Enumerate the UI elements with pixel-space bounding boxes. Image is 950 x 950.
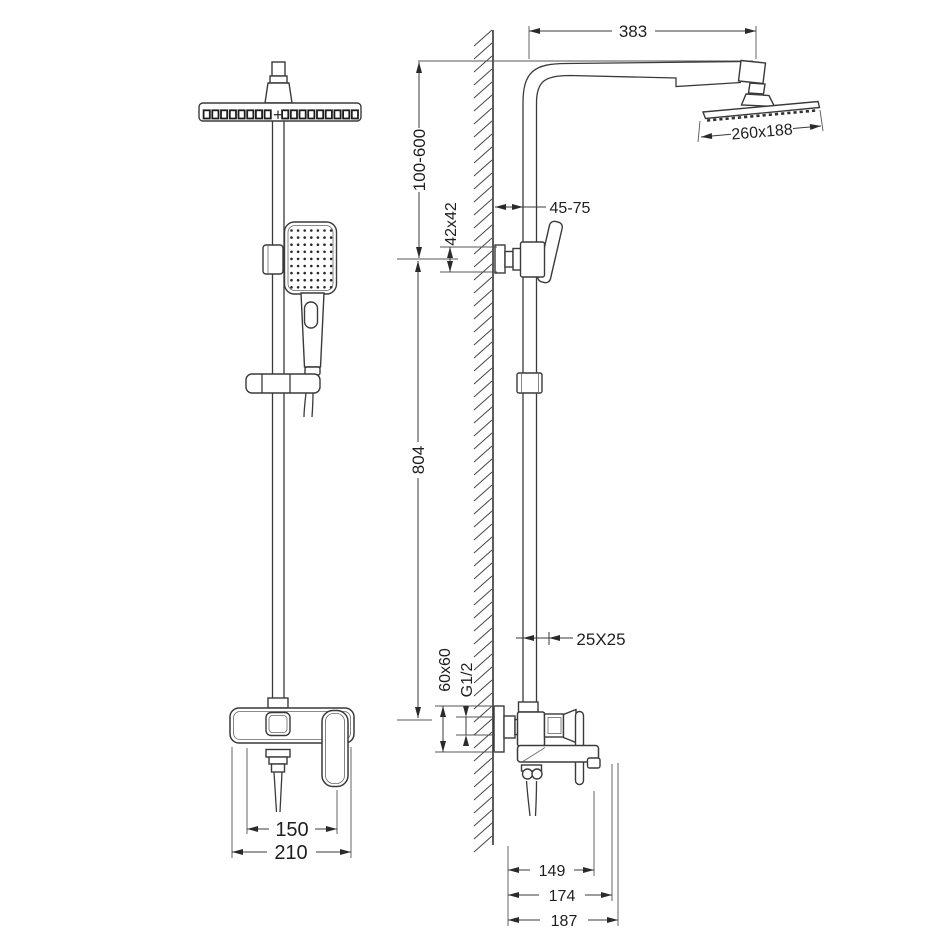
front-handshower-button	[305, 302, 318, 328]
side-head-cone	[742, 94, 775, 107]
side-mixer-body	[518, 712, 545, 746]
front-diverter-ring-2	[269, 757, 287, 764]
front-diverter-ring-1	[266, 750, 290, 758]
ext-g12	[456, 717, 495, 735]
front-mixer-collar	[268, 698, 288, 708]
side-mixer-spout-tip	[588, 758, 601, 768]
dim-arm-reach: 383	[618, 22, 648, 41]
dim-escutcheon-size: 60x60	[437, 648, 454, 692]
dim-thread-size: G1/2	[459, 662, 476, 698]
dim-overall-depth: 187	[550, 913, 578, 930]
wall-hatch	[474, 30, 492, 852]
ext-42x42	[440, 247, 497, 272]
side-union-bracket	[521, 242, 545, 277]
side-mixer-union-nut	[504, 716, 515, 738]
dim-wall-union: 42x42	[443, 202, 460, 246]
dim-rail-length: 804	[409, 445, 428, 475]
dim-head-size: 260x188	[730, 121, 794, 144]
front-mixer-cap	[266, 713, 290, 736]
side-union-escutcheon	[495, 245, 505, 273]
side-mixer-escutcheon	[494, 706, 504, 752]
front-riser-pipe	[273, 121, 285, 709]
side-arm-inner	[537, 76, 742, 104]
side-riser-pipe	[523, 103, 537, 710]
front-slider-bracket	[246, 374, 320, 393]
dim-body-width: 210	[274, 842, 308, 864]
side-union-nut	[505, 252, 513, 268]
dim-spout-reach: 149	[538, 863, 566, 880]
front-mixer-hose	[274, 772, 282, 812]
side-arm-endcap	[739, 61, 766, 84]
front-diverter-ring-3	[272, 764, 285, 772]
side-hose-nut-1	[523, 769, 533, 779]
front-hose-stub	[304, 393, 313, 417]
dim-pipe-section: 25X25	[576, 630, 626, 649]
dim-wall-clearance: 45-75	[549, 200, 591, 217]
side-mixer-handle-cone	[564, 710, 577, 743]
side-hose-nut-2	[532, 769, 542, 779]
front-view	[199, 62, 361, 864]
side-mixer-spout	[518, 746, 599, 763]
side-arm-outer	[523, 62, 748, 104]
dim-outlet-spacing: 150	[275, 819, 309, 841]
front-holder-clamp	[263, 245, 283, 274]
dim-handle-reach: 174	[548, 888, 576, 905]
front-top-stem	[272, 62, 285, 76]
front-top-collar	[270, 76, 287, 83]
side-head-nut	[749, 83, 766, 94]
side-view	[397, 22, 823, 930]
side-mixer-hose	[527, 781, 537, 816]
front-top-flare	[265, 83, 292, 103]
side-mixer-collar	[519, 702, 539, 712]
dim-height-range: 100-600	[410, 128, 429, 192]
